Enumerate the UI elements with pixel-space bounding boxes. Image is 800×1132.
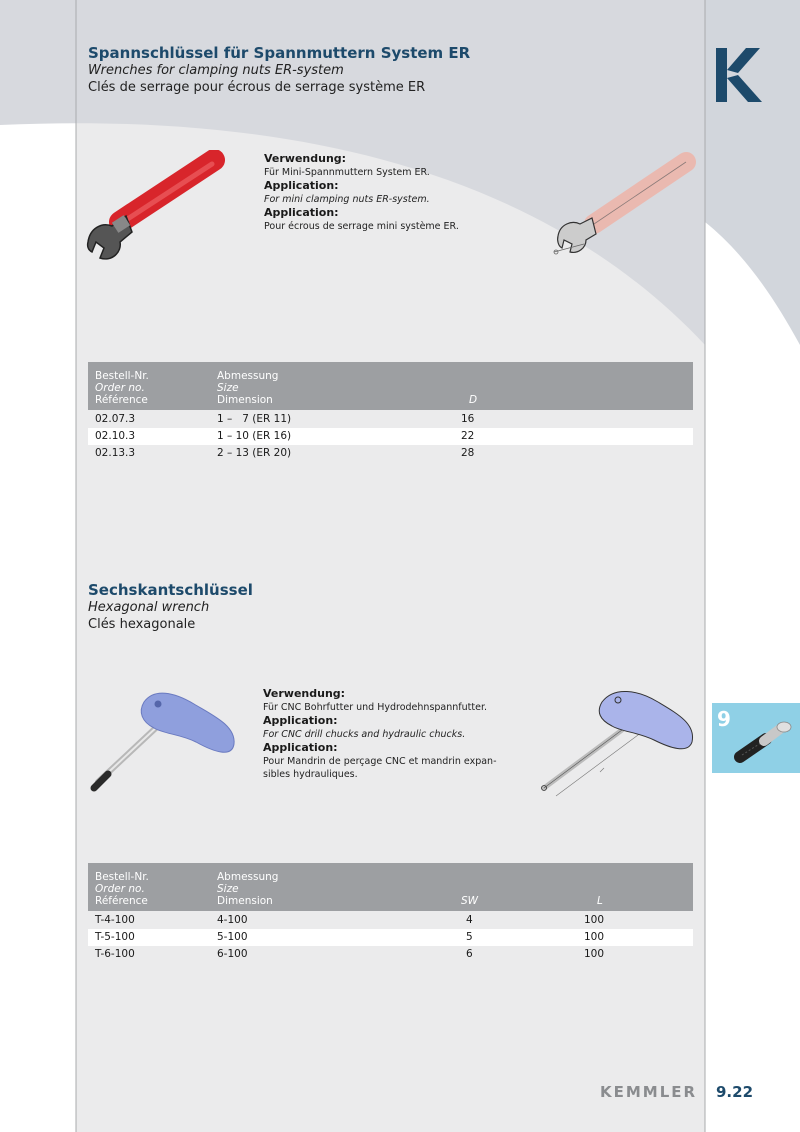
table-row: [88, 445, 693, 462]
cell-sw: 4: [466, 914, 473, 926]
section1-usage-fr-heading: Application:: [264, 206, 339, 219]
cell-order: T-5-100: [95, 931, 135, 943]
header-size-fr: Dimension: [217, 394, 273, 406]
cell-sw: 6: [466, 948, 473, 960]
header-order-fr: Référence: [95, 394, 148, 406]
table-row: [88, 411, 693, 428]
section1-title-en: Wrenches for clamping nuts ER-system: [88, 63, 344, 78]
cell-order: T-4-100: [95, 914, 135, 926]
cell-order: 02.13.3: [95, 447, 136, 459]
er-wrench-drawing: [548, 148, 698, 268]
er-wrench-red-image: [86, 150, 236, 270]
header-order-de: Bestell-Nr.: [95, 370, 149, 382]
header-size-en: Size: [217, 382, 239, 394]
cell-size: 2 – 13 (ER 20): [217, 447, 292, 459]
section2-usage-en: For CNC drill chucks and hydraulic chucks.: [263, 729, 466, 740]
section1-usage-fr: Pour écrous de serrage mini système ER.: [264, 221, 459, 232]
hex-wrench-blue-image: [84, 682, 244, 798]
cell-size: 4-100: [217, 914, 248, 926]
header-sw: SW: [461, 895, 479, 907]
footer-brand: KEMMLER: [600, 1083, 698, 1101]
header-l: L: [597, 895, 603, 907]
cell-size: 1 – 7 (ER 11): [217, 413, 292, 425]
cell-order: 02.10.3: [95, 430, 136, 442]
section1-table-header: [88, 362, 693, 410]
section1-title: Spannschlüssel für Spannmuttern System ER: [88, 44, 471, 62]
page-number: 9.22: [716, 1083, 754, 1101]
table-row: [88, 912, 693, 929]
table-row: [88, 929, 693, 946]
section1-usage-de: Für Mini-Spannmuttern System ER.: [264, 167, 430, 178]
section1-usage-de-heading: Verwendung:: [264, 152, 347, 165]
section2-usage-en-heading: Application:: [263, 714, 338, 727]
section1-usage-en: For mini clamping nuts ER-system.: [264, 194, 430, 205]
cell-size: 6-100: [217, 948, 248, 960]
header-order-fr: Référence: [95, 895, 148, 907]
table-row: [88, 946, 693, 963]
header-size-de: Abmessung: [217, 370, 279, 382]
cell-d: 22: [461, 430, 475, 442]
cell-l: 100: [584, 914, 605, 926]
section1-usage-en-heading: Application:: [264, 179, 339, 192]
section2-usage-de: Für CNC Bohrfutter und Hydrodehnspannfutter.: [263, 702, 487, 713]
kemmler-k-logo: [716, 48, 762, 102]
section2-usage-fr-line1: Pour Mandrin de perçage CNC et mandrin expan-: [263, 756, 497, 767]
cell-order: T-6-100: [95, 948, 135, 960]
header-order-en: Order no.: [95, 883, 145, 895]
section2-title-fr: Clés hexagonale: [88, 617, 196, 632]
header-order-de: Bestell-Nr.: [95, 871, 149, 883]
cell-size: 1 – 10 (ER 16): [217, 430, 292, 442]
cell-d: 16: [461, 413, 475, 425]
pull-stud-icon: [732, 717, 798, 767]
cell-size: 5-100: [217, 931, 248, 943]
header-d: D: [469, 394, 478, 406]
section2-table-header: [88, 863, 693, 911]
chapter-tab[interactable]: [712, 703, 800, 773]
header-order-en: Order no.: [95, 382, 145, 394]
section2-usage-fr-heading: Application:: [263, 741, 338, 754]
cell-sw: 5: [466, 931, 473, 943]
cell-order: 02.07.3: [95, 413, 136, 425]
header-size-de: Abmessung: [217, 871, 279, 883]
section1-title-fr: Clés de serrage pour écrous de serrage système ER: [88, 80, 426, 95]
table-row: [88, 428, 693, 445]
cell-d: 28: [461, 447, 475, 459]
section2-title: Sechskantschlüssel: [88, 581, 253, 599]
section2-title-en: Hexagonal wrench: [88, 600, 210, 615]
section2-usage-de-heading: Verwendung:: [263, 687, 346, 700]
header-size-fr: Dimension: [217, 895, 273, 907]
cell-l: 100: [584, 948, 605, 960]
cell-l: 100: [584, 931, 605, 943]
header-size-en: Size: [217, 883, 239, 895]
section2-usage-fr-line2: sibles hydrauliques.: [263, 769, 358, 780]
chapter-tab-number: 9: [717, 707, 731, 731]
